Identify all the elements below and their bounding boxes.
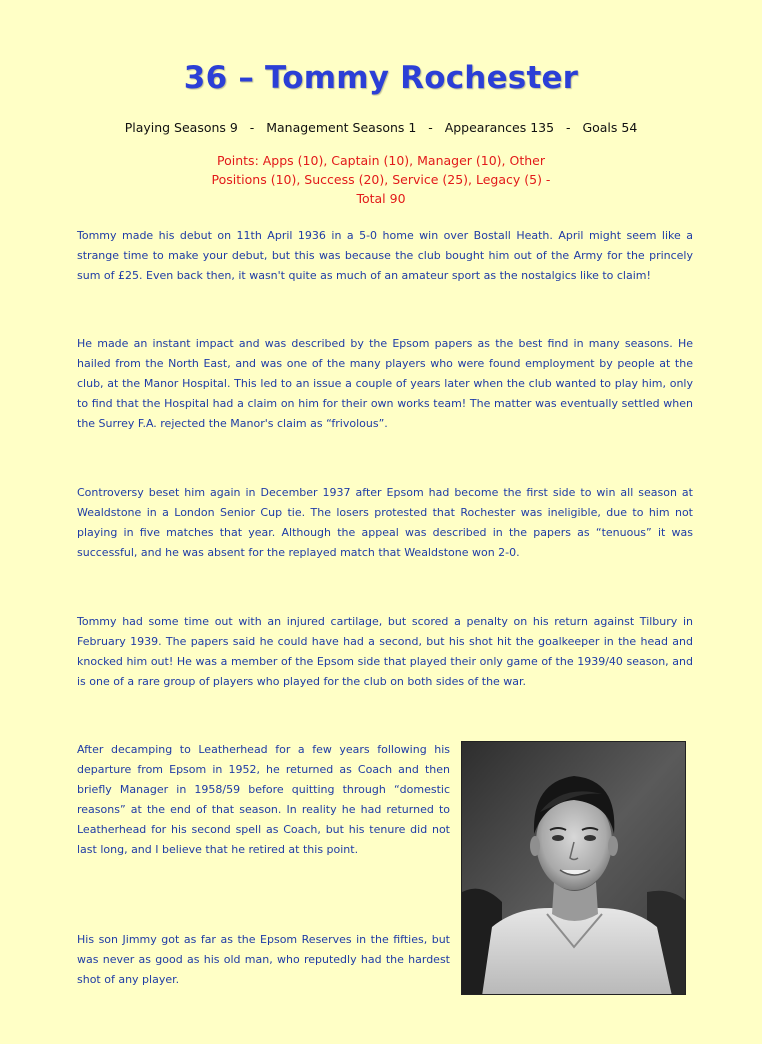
- paragraph-impact: He made an instant impact and was described by the Epsom papers as the best find in many seasons. He hailed from the North East, and was one of the many players who were found employment by people at the club, at the Manor Hospital. This led to an issue a couple of years later when the club wanted to play him, only to find that the Hospital had a claim on him for their own works team! The matter was eventually settled when the Surrey F.A. rejected the Manor's claim as “frivolous”.: [77, 337, 693, 430]
- paragraph-injury: Tommy had some time out with an injured cartilage, but scored a penalty on his return against Tilbury in February 1939. The papers said he could have had a second, but his shot hit the goalkeeper in the head and knocked him out! He was a member of the Epsom side that played their only game of the 1939/40 season, and is one of a rare group of players who played for the club on both sides of the war.: [77, 615, 693, 688]
- points-breakdown: Points: Apps (10), Captain (10), Manager (10), Other Positions (10), Success (20), Service (25), Legacy (5) - Total 90: [211, 153, 551, 206]
- paragraph-debut: Tommy made his debut on 11th April 1936 in a 5-0 home win over Bostall Heath. April might seem like a strange time to make your debut, but this was because the club bought him out of the Army for the princely sum of £25. Even back then, it wasn't quite as much of an amateur sport as the nostalgics like to claim!: [77, 229, 693, 282]
- career-stats: Playing Seasons 9 - Management Seasons 1 - Appearances 135 - Goals 54: [124, 120, 638, 135]
- paragraph-controversy: Controversy beset him again in December 1937 after Epsom had become the first side to win all season at Wealdstone in a London Senior Cup tie. The losers protested that Rochester was ineligible, due to him not playing in five matches that year. Although the appeal was described in the papers as “tenuous” it was successful, and he was absent for the replayed match that Wealdstone won 2-0.: [77, 486, 693, 559]
- player-photo: [461, 741, 686, 995]
- page-title: 36 – Tommy Rochester: [183, 60, 579, 96]
- paragraph-son: His son Jimmy got as far as the Epsom Reserves in the fifties, but was never as good as his old man, who reputedly had the hardest shot of any player.: [77, 933, 450, 986]
- player-portrait-image: [462, 742, 686, 995]
- paragraph-coaching: After decamping to Leatherhead for a few years following his departure from Epsom in 1952, he returned as Coach and then briefly Manager in 1958/59 before quitting through “domestic reasons” at the end of that season. In reality he had returned to Leatherhead for his second spell as Coach, but his tenure did not last long, and I believe that he retired at this point.: [77, 743, 450, 856]
